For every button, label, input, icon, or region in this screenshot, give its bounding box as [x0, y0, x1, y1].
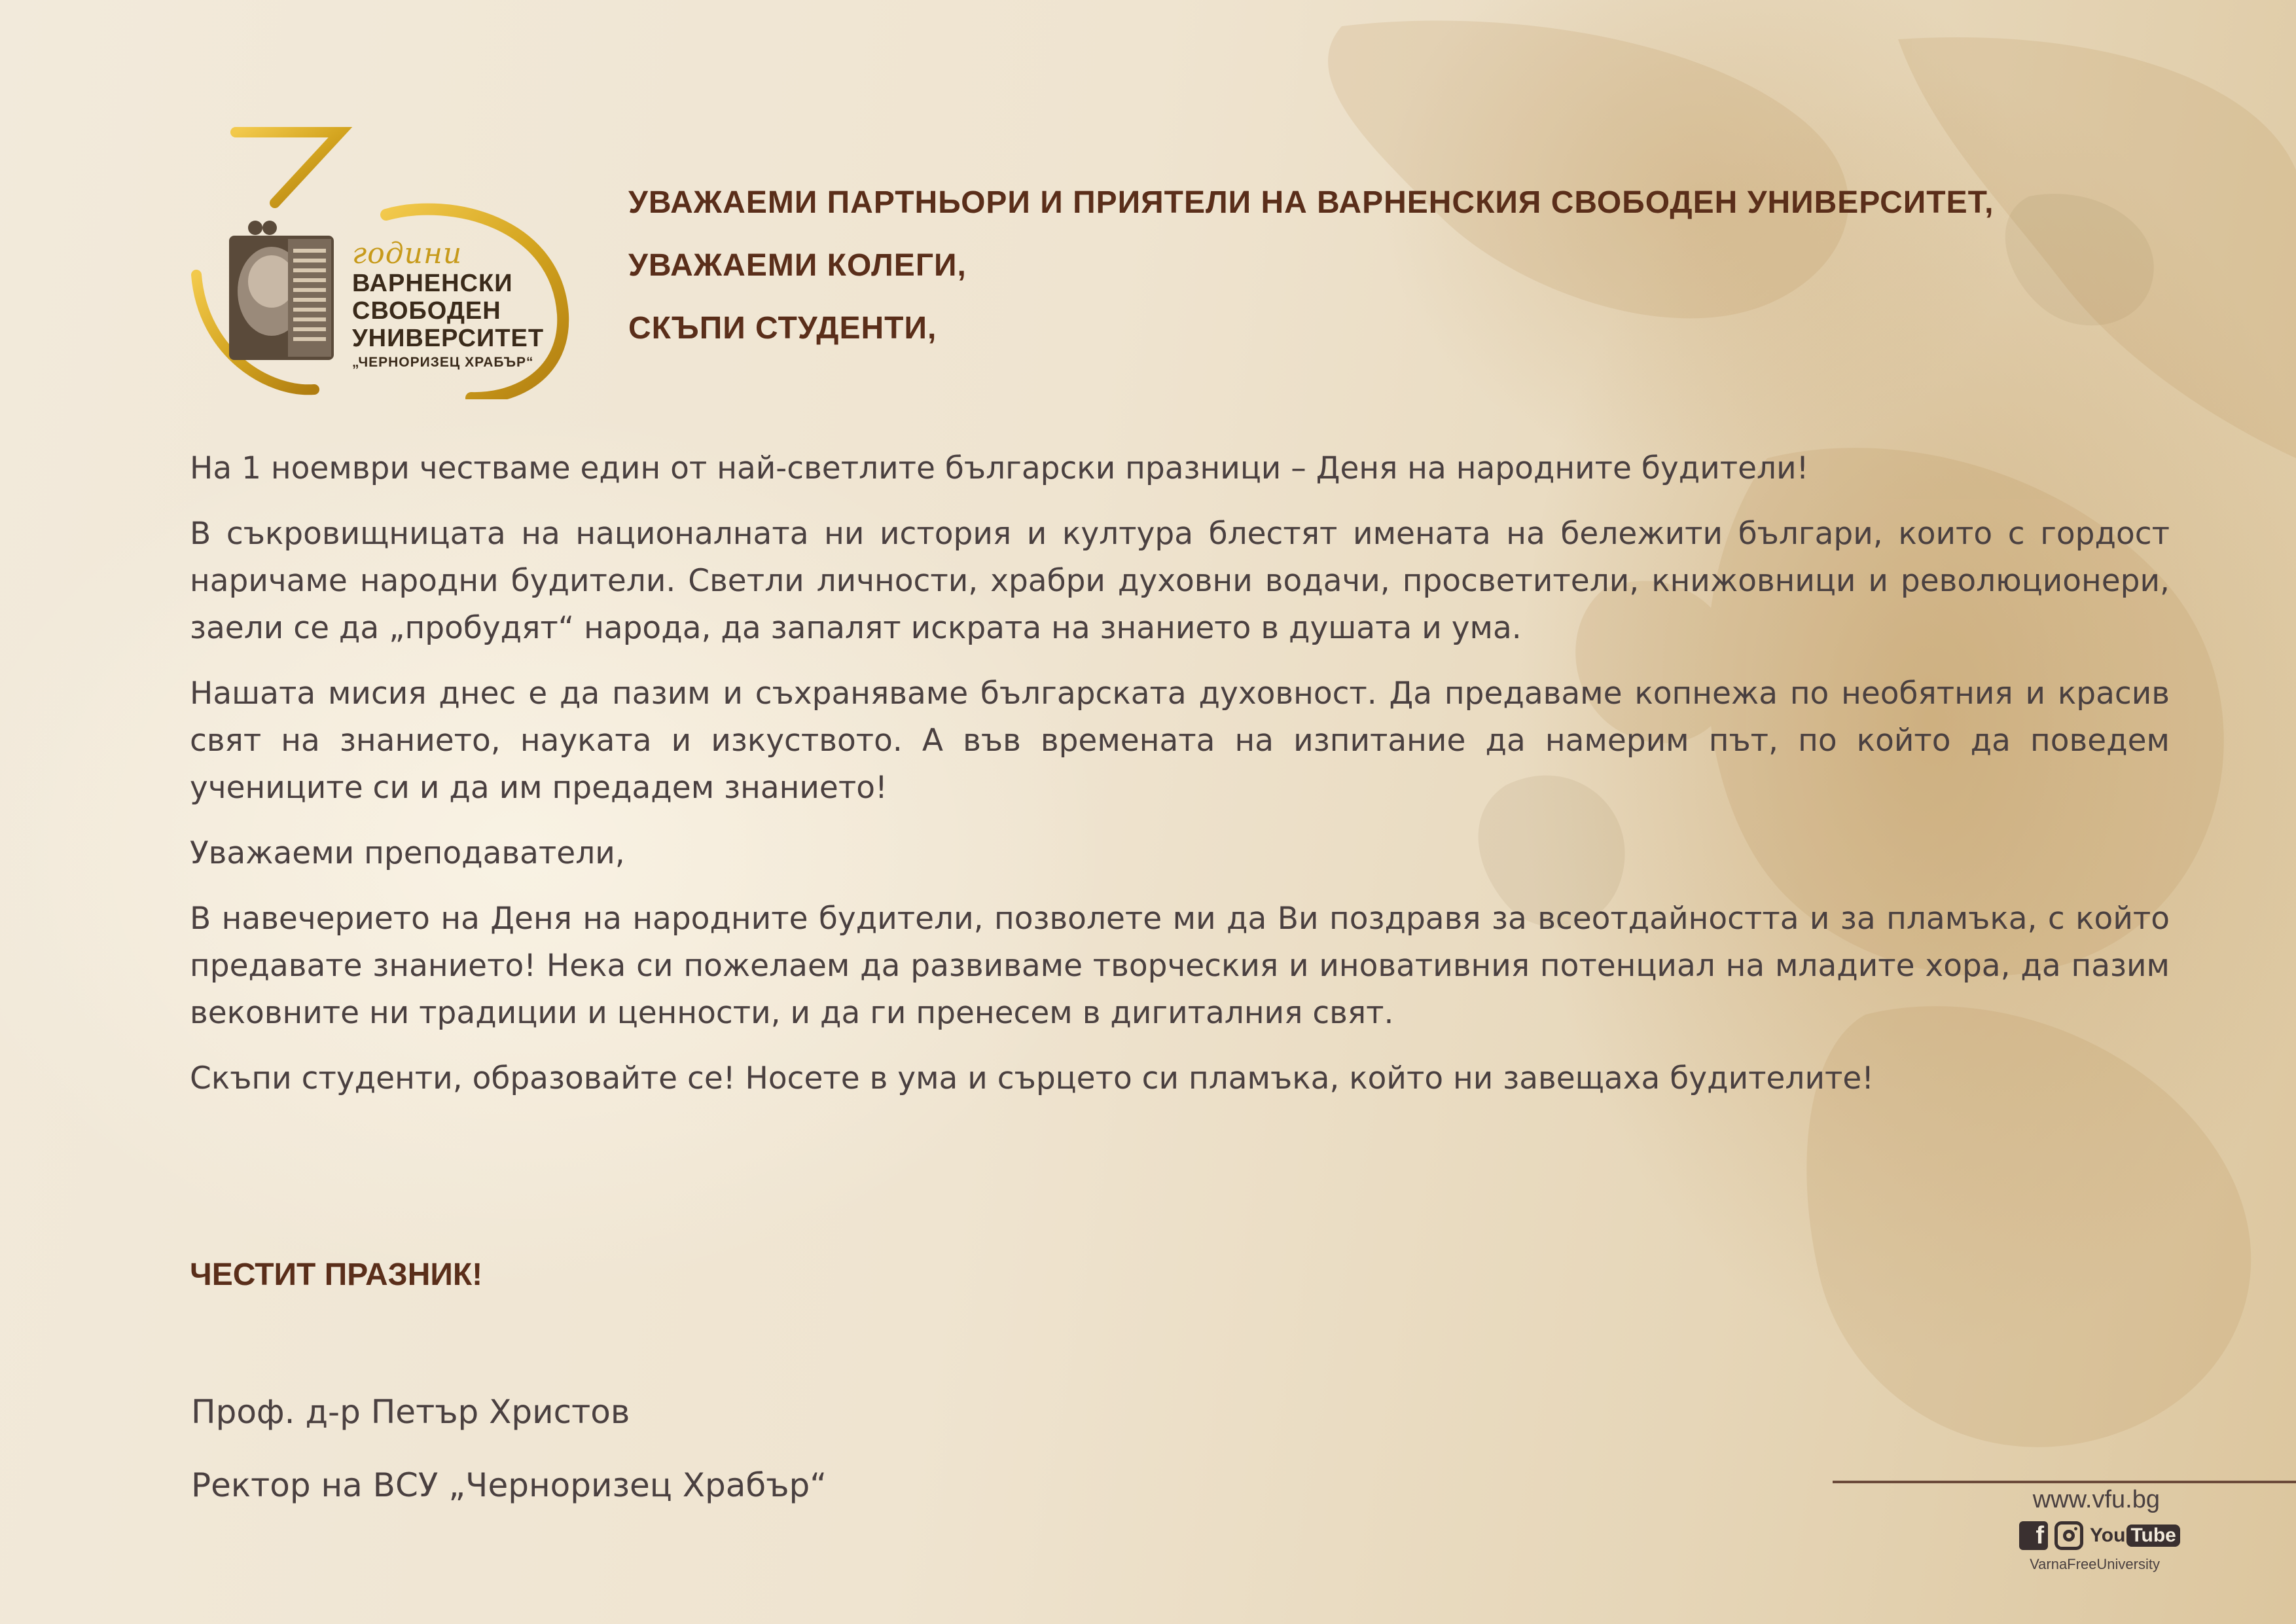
youtube-tube-text: Tube — [2126, 1525, 2179, 1547]
youtube-icon[interactable] — [2090, 1525, 2180, 1547]
salutation-partners: УВАЖАЕМИ ПАРТНЬОРИ И ПРИЯТЕЛИ НА ВАРНЕНСКИЯ СВОБОДЕН УНИВЕРСИТЕТ, — [628, 185, 1994, 220]
logo-years-word: години — [352, 237, 463, 270]
social-handle: VarnaFreeUniversity — [2030, 1556, 2160, 1572]
holiday-greeting: ЧЕСТИТ ПРАЗНИК! — [190, 1257, 483, 1292]
signature-title: Ректор на ВСУ „Черноризец Храбър“ — [191, 1466, 827, 1504]
website-link[interactable]: www.vfu.bg — [2032, 1486, 2160, 1513]
signature-name: Проф. д-р Петър Христов — [191, 1393, 630, 1431]
salutation-block — [628, 183, 1994, 372]
logo-line-3: УНИВЕРСИТЕТ — [352, 325, 545, 352]
salutation-students: СКЪПИ СТУДЕНТИ, — [628, 311, 937, 346]
paragraph-intro: На 1 ноември честваме един от най-светлите български празници – Деня на народните будители! — [190, 450, 1809, 486]
letter-body — [190, 445, 2170, 1121]
instagram-icon[interactable] — [2054, 1521, 2083, 1550]
facebook-icon[interactable]: f — [2019, 1521, 2048, 1550]
salutation-colleagues: УВАЖАЕМИ КОЛЕГИ, — [628, 248, 967, 283]
youtube-you-text: You — [2090, 1525, 2126, 1546]
paragraph-students: Скъпи студенти, образовайте се! Носете в ума и сърцето си пламъка, който ни завещаха будителите! — [190, 1060, 1874, 1096]
logo-line-1: ВАРНЕНСКИ — [352, 270, 513, 297]
university-logo — [190, 124, 589, 399]
social-icons — [2019, 1520, 2180, 1551]
logo-line-2: СВОБОДЕН — [352, 297, 501, 325]
footer-divider — [1833, 1481, 2296, 1483]
paragraph-mission: Нашата мисия днес е да пазим и съхраняваме българската духовност. Да предаваме копнежа по необятния и красив свят на знанието, науката и изкуството. А във времената на изпитание да намерим път, по който да поведем учениците си и да им предадем знанието! — [190, 676, 2170, 806]
paragraph-congratulations: В навечерието на Деня на народните будители, позволете ми да Ви поздравя за всеотдайността и за пламъка, с който предавате знанието! Нека си пожелаем да развиваме творческия и иновативния потенциал на младите хора, да пазим вековните ни традиции и ценности, и да ги пренесем в дигиталния свят. — [190, 901, 2170, 1031]
paragraph-treasury: В съкровищницата на националната ни история и култура блестят имената на бележити българи, които с гордост наричаме народни будители. Светли личности, храбри духовни водачи, просветители, книжовници и революционери, заели се да „пробудят“ народа, да запалят искрата на знанието в душата и ума. — [190, 516, 2170, 646]
paragraph-address-teachers: Уважаеми преподаватели, — [190, 835, 625, 871]
logo-line-4: „ЧЕРНОРИЗЕЦ ХРАБЪР“ — [352, 355, 534, 370]
